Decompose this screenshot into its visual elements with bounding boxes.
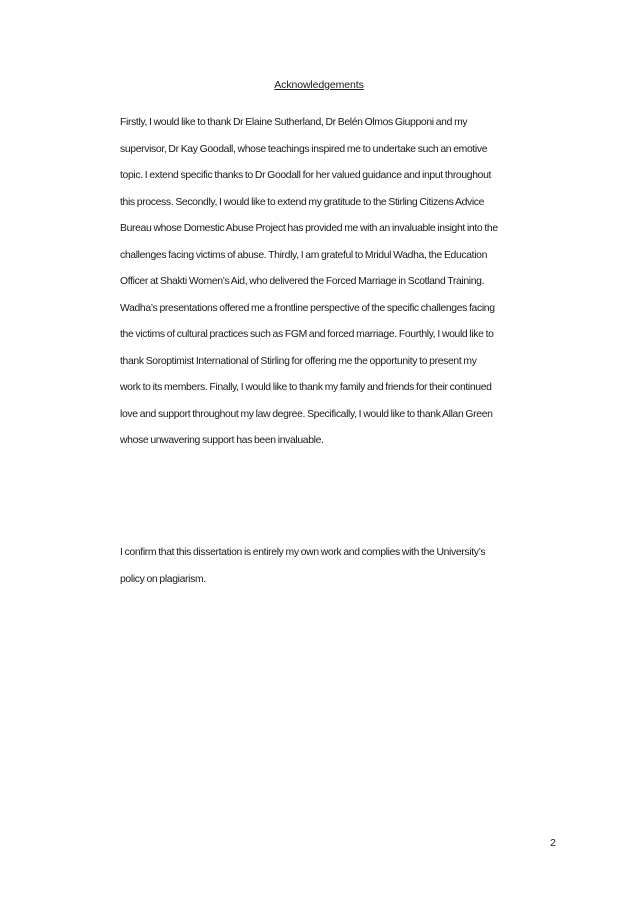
paragraph-line: love and support throughout my law degree. Specifically, I would like to thank Allan Green xyxy=(120,408,493,420)
paragraph-line: whose unwavering support has been invaluable. xyxy=(120,435,324,446)
paragraph-line: Firstly, I would like to thank Dr Elaine Sutherland, Dr Belén Olmos Giupponi and my xyxy=(120,117,468,128)
paragraph-line: this process. Secondly, I would like to extend my gratitude to the Stirling Citizens Advice xyxy=(120,196,485,208)
paragraph-line: policy on plagiarism. xyxy=(120,573,206,585)
paragraph-line: challenges facing victims of abuse. Thirdly, I am grateful to Mridul Wadha, the Education xyxy=(120,249,488,261)
paragraph-line: Wadha’s presentations offered me a frontline perspective of the specific challenges facing xyxy=(120,302,495,314)
paragraph-line: topic. I extend specific thanks to Dr Goodall for her valued guidance and input throughout xyxy=(120,170,492,181)
paragraph-line: Bureau whose Domestic Abuse Project has provided me with an invaluable insight into the xyxy=(120,223,498,234)
paragraph-line: the victims of cultural practices such as FGM and forced marriage. Fourthly, I would like to xyxy=(120,329,494,340)
paragraph-line: thank Soroptimist International of Stirling for offering me the opportunity to present my xyxy=(120,355,477,367)
acknowledgements-paragraph xyxy=(120,117,545,462)
declaration-paragraph xyxy=(120,547,545,600)
paragraph-line: supervisor, Dr Kay Goodall, whose teachings inspired me to undertake such an emotive xyxy=(120,143,488,155)
paragraph-line: Officer at Shakti Women’s Aid, who delivered the Forced Marriage in Scotland Training. xyxy=(120,276,485,287)
page-number: 2 xyxy=(550,837,556,849)
paragraph-line: work to its members. Finally, I would like to thank my family and friends for their continued xyxy=(120,382,492,393)
paragraph-line: I confirm that this dissertation is entirely my own work and complies with the University’s xyxy=(120,547,486,558)
page-title: Acknowledgements xyxy=(274,79,364,91)
